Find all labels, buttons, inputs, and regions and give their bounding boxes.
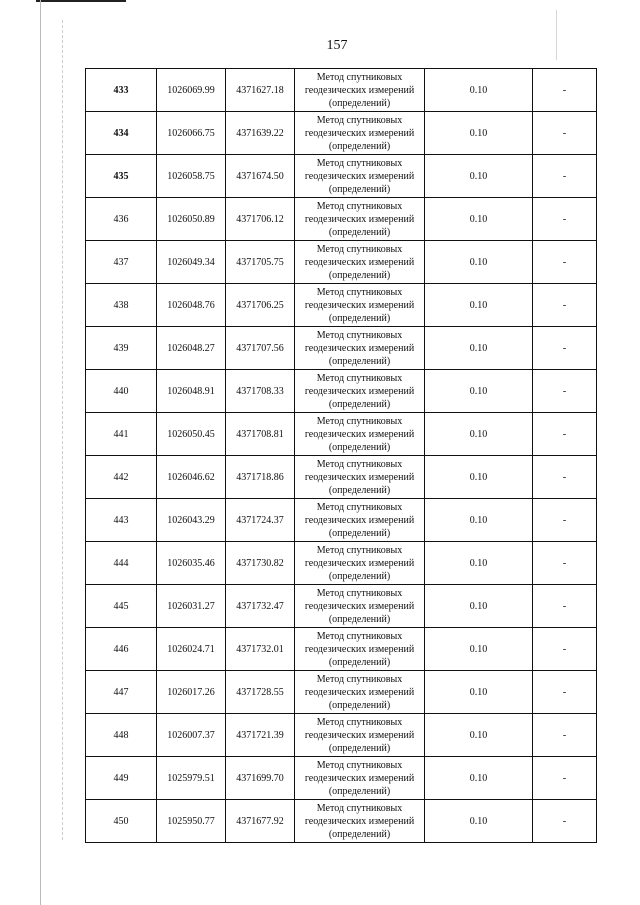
x-coordinate-cell: 1025950.77 bbox=[157, 800, 226, 843]
table-row bbox=[86, 757, 597, 800]
point-number-cell: 447 bbox=[86, 671, 157, 714]
method-cell bbox=[295, 241, 425, 284]
method-line: (определений) bbox=[328, 656, 391, 668]
y-coordinate-cell: 4371724.37 bbox=[226, 499, 295, 542]
method-cell bbox=[295, 112, 425, 155]
table-row bbox=[86, 542, 597, 585]
point-number-cell: 433 bbox=[86, 69, 157, 112]
method-line: Метод спутниковых bbox=[316, 501, 403, 513]
table-row bbox=[86, 456, 597, 499]
method-cell bbox=[295, 585, 425, 628]
accuracy-cell: 0.10 bbox=[425, 241, 533, 284]
method-line: геодезических измерений bbox=[304, 772, 415, 784]
method-cell bbox=[295, 370, 425, 413]
method-line: Метод спутниковых bbox=[316, 415, 403, 427]
accuracy-cell: 0.10 bbox=[425, 456, 533, 499]
method-line: Метод спутниковых bbox=[316, 802, 403, 814]
method-line: (определений) bbox=[328, 742, 391, 754]
x-coordinate-cell: 1026024.71 bbox=[157, 628, 226, 671]
x-coordinate-cell: 1026050.89 bbox=[157, 198, 226, 241]
method-cell bbox=[295, 628, 425, 671]
point-number-cell: 440 bbox=[86, 370, 157, 413]
method-line: (определений) bbox=[328, 785, 391, 797]
method-line: геодезических измерений bbox=[304, 643, 415, 655]
x-coordinate-cell: 1026048.76 bbox=[157, 284, 226, 327]
table-row bbox=[86, 327, 597, 370]
accuracy-cell: 0.10 bbox=[425, 671, 533, 714]
x-coordinate-cell: 1026031.27 bbox=[157, 585, 226, 628]
note-cell: - bbox=[533, 757, 597, 800]
note-cell: - bbox=[533, 499, 597, 542]
note-cell: - bbox=[533, 327, 597, 370]
x-coordinate-cell: 1026050.45 bbox=[157, 413, 226, 456]
x-coordinate-cell: 1026049.34 bbox=[157, 241, 226, 284]
method-cell bbox=[295, 155, 425, 198]
method-line: геодезических измерений bbox=[304, 385, 415, 397]
method-line: геодезических измерений bbox=[304, 471, 415, 483]
method-line: (определений) bbox=[328, 140, 391, 152]
accuracy-cell: 0.10 bbox=[425, 585, 533, 628]
method-cell bbox=[295, 456, 425, 499]
method-cell bbox=[295, 757, 425, 800]
accuracy-cell: 0.10 bbox=[425, 499, 533, 542]
method-line: геодезических измерений bbox=[304, 84, 415, 96]
scan-artifact-left-line bbox=[40, 0, 41, 905]
method-line: геодезических измерений bbox=[304, 256, 415, 268]
point-number-cell: 445 bbox=[86, 585, 157, 628]
method-line: (определений) bbox=[328, 312, 391, 324]
point-number-cell: 449 bbox=[86, 757, 157, 800]
note-cell: - bbox=[533, 628, 597, 671]
table-row bbox=[86, 800, 597, 843]
note-cell: - bbox=[533, 800, 597, 843]
scan-artifact-top bbox=[36, 0, 126, 2]
method-line: (определений) bbox=[328, 527, 391, 539]
accuracy-cell: 0.10 bbox=[425, 155, 533, 198]
y-coordinate-cell: 4371627.18 bbox=[226, 69, 295, 112]
point-number-cell: 436 bbox=[86, 198, 157, 241]
method-line: (определений) bbox=[328, 828, 391, 840]
method-cell bbox=[295, 800, 425, 843]
note-cell: - bbox=[533, 714, 597, 757]
point-number-cell: 450 bbox=[86, 800, 157, 843]
x-coordinate-cell: 1026048.91 bbox=[157, 370, 226, 413]
table-row bbox=[86, 198, 597, 241]
method-line: геодезических измерений bbox=[304, 170, 415, 182]
y-coordinate-cell: 4371732.01 bbox=[226, 628, 295, 671]
y-coordinate-cell: 4371721.39 bbox=[226, 714, 295, 757]
method-line: Метод спутниковых bbox=[316, 286, 403, 298]
method-line: геодезических измерений bbox=[304, 514, 415, 526]
method-line: геодезических измерений bbox=[304, 127, 415, 139]
accuracy-cell: 0.10 bbox=[425, 800, 533, 843]
note-cell: - bbox=[533, 413, 597, 456]
method-line: геодезических измерений bbox=[304, 557, 415, 569]
coordinates-table-body bbox=[86, 69, 597, 843]
x-coordinate-cell: 1026048.27 bbox=[157, 327, 226, 370]
point-number-cell: 442 bbox=[86, 456, 157, 499]
accuracy-cell: 0.10 bbox=[425, 198, 533, 241]
point-number-cell: 439 bbox=[86, 327, 157, 370]
note-cell: - bbox=[533, 284, 597, 327]
point-number-cell: 448 bbox=[86, 714, 157, 757]
point-number-cell: 435 bbox=[86, 155, 157, 198]
method-cell bbox=[295, 714, 425, 757]
method-cell bbox=[295, 69, 425, 112]
method-cell bbox=[295, 198, 425, 241]
accuracy-cell: 0.10 bbox=[425, 370, 533, 413]
method-cell bbox=[295, 284, 425, 327]
y-coordinate-cell: 4371728.55 bbox=[226, 671, 295, 714]
method-line: геодезических измерений bbox=[304, 213, 415, 225]
point-number-cell: 437 bbox=[86, 241, 157, 284]
y-coordinate-cell: 4371639.22 bbox=[226, 112, 295, 155]
note-cell: - bbox=[533, 241, 597, 284]
table-row bbox=[86, 413, 597, 456]
method-line: геодезических измерений bbox=[304, 428, 415, 440]
method-cell bbox=[295, 542, 425, 585]
table-row bbox=[86, 714, 597, 757]
table-row bbox=[86, 585, 597, 628]
table-row bbox=[86, 370, 597, 413]
accuracy-cell: 0.10 bbox=[425, 327, 533, 370]
method-line: Метод спутниковых bbox=[316, 673, 403, 685]
table-row bbox=[86, 155, 597, 198]
table-row bbox=[86, 69, 597, 112]
x-coordinate-cell: 1026043.29 bbox=[157, 499, 226, 542]
method-line: (определений) bbox=[328, 398, 391, 410]
x-coordinate-cell: 1026035.46 bbox=[157, 542, 226, 585]
scan-artifact-left-dashed bbox=[62, 20, 64, 840]
table-row bbox=[86, 671, 597, 714]
x-coordinate-cell: 1026046.62 bbox=[157, 456, 226, 499]
page-number: 157 bbox=[326, 38, 348, 53]
method-line: Метод спутниковых bbox=[316, 372, 403, 384]
y-coordinate-cell: 4371706.25 bbox=[226, 284, 295, 327]
method-line: Метод спутниковых bbox=[316, 71, 403, 83]
table-row bbox=[86, 112, 597, 155]
note-cell: - bbox=[533, 155, 597, 198]
note-cell: - bbox=[533, 370, 597, 413]
y-coordinate-cell: 4371707.56 bbox=[226, 327, 295, 370]
accuracy-cell: 0.10 bbox=[425, 628, 533, 671]
note-cell: - bbox=[533, 542, 597, 585]
y-coordinate-cell: 4371708.33 bbox=[226, 370, 295, 413]
note-cell: - bbox=[533, 585, 597, 628]
x-coordinate-cell: 1026066.75 bbox=[157, 112, 226, 155]
method-line: (определений) bbox=[328, 441, 391, 453]
point-number-cell: 434 bbox=[86, 112, 157, 155]
point-number-cell: 441 bbox=[86, 413, 157, 456]
method-line: Метод спутниковых bbox=[316, 630, 403, 642]
x-coordinate-cell: 1026058.75 bbox=[157, 155, 226, 198]
method-line: Метод спутниковых bbox=[316, 114, 403, 126]
method-line: (определений) bbox=[328, 484, 391, 496]
method-line: Метод спутниковых bbox=[316, 544, 403, 556]
method-line: Метод спутниковых bbox=[316, 157, 403, 169]
table-row bbox=[86, 241, 597, 284]
accuracy-cell: 0.10 bbox=[425, 413, 533, 456]
y-coordinate-cell: 4371708.81 bbox=[226, 413, 295, 456]
method-line: Метод спутниковых bbox=[316, 329, 403, 341]
y-coordinate-cell: 4371732.47 bbox=[226, 585, 295, 628]
method-cell bbox=[295, 499, 425, 542]
method-cell bbox=[295, 671, 425, 714]
coordinates-table bbox=[85, 68, 597, 843]
y-coordinate-cell: 4371699.70 bbox=[226, 757, 295, 800]
y-coordinate-cell: 4371705.75 bbox=[226, 241, 295, 284]
method-line: геодезических измерений bbox=[304, 729, 415, 741]
method-line: (определений) bbox=[328, 97, 391, 109]
method-line: (определений) bbox=[328, 699, 391, 711]
method-line: (определений) bbox=[328, 269, 391, 281]
point-number-cell: 438 bbox=[86, 284, 157, 327]
y-coordinate-cell: 4371718.86 bbox=[226, 456, 295, 499]
method-line: геодезических измерений bbox=[304, 815, 415, 827]
method-line: (определений) bbox=[328, 226, 391, 238]
note-cell: - bbox=[533, 112, 597, 155]
method-line: Метод спутниковых bbox=[316, 759, 403, 771]
method-line: (определений) bbox=[328, 613, 391, 625]
note-cell: - bbox=[533, 69, 597, 112]
method-line: Метод спутниковых bbox=[316, 458, 403, 470]
note-cell: - bbox=[533, 671, 597, 714]
x-coordinate-cell: 1025979.51 bbox=[157, 757, 226, 800]
method-line: (определений) bbox=[328, 183, 391, 195]
x-coordinate-cell: 1026017.26 bbox=[157, 671, 226, 714]
point-number-cell: 444 bbox=[86, 542, 157, 585]
method-line: геодезических измерений bbox=[304, 600, 415, 612]
method-line: геодезических измерений bbox=[304, 686, 415, 698]
method-line: Метод спутниковых bbox=[316, 587, 403, 599]
accuracy-cell: 0.10 bbox=[425, 112, 533, 155]
table-row bbox=[86, 499, 597, 542]
accuracy-cell: 0.10 bbox=[425, 284, 533, 327]
accuracy-cell: 0.10 bbox=[425, 714, 533, 757]
accuracy-cell: 0.10 bbox=[425, 757, 533, 800]
x-coordinate-cell: 1026069.99 bbox=[157, 69, 226, 112]
y-coordinate-cell: 4371706.12 bbox=[226, 198, 295, 241]
table-row bbox=[86, 628, 597, 671]
x-coordinate-cell: 1026007.37 bbox=[157, 714, 226, 757]
y-coordinate-cell: 4371677.92 bbox=[226, 800, 295, 843]
method-line: (определений) bbox=[328, 355, 391, 367]
note-cell: - bbox=[533, 456, 597, 499]
method-line: (определений) bbox=[328, 570, 391, 582]
method-line: геодезических измерений bbox=[304, 342, 415, 354]
method-cell bbox=[295, 327, 425, 370]
method-line: геодезических измерений bbox=[304, 299, 415, 311]
point-number-cell: 443 bbox=[86, 499, 157, 542]
method-line: Метод спутниковых bbox=[316, 243, 403, 255]
point-number-cell: 446 bbox=[86, 628, 157, 671]
method-line: Метод спутниковых bbox=[316, 716, 403, 728]
method-line: Метод спутниковых bbox=[316, 200, 403, 212]
method-cell bbox=[295, 413, 425, 456]
y-coordinate-cell: 4371674.50 bbox=[226, 155, 295, 198]
note-cell: - bbox=[533, 198, 597, 241]
accuracy-cell: 0.10 bbox=[425, 542, 533, 585]
accuracy-cell: 0.10 bbox=[425, 69, 533, 112]
y-coordinate-cell: 4371730.82 bbox=[226, 542, 295, 585]
table-row bbox=[86, 284, 597, 327]
